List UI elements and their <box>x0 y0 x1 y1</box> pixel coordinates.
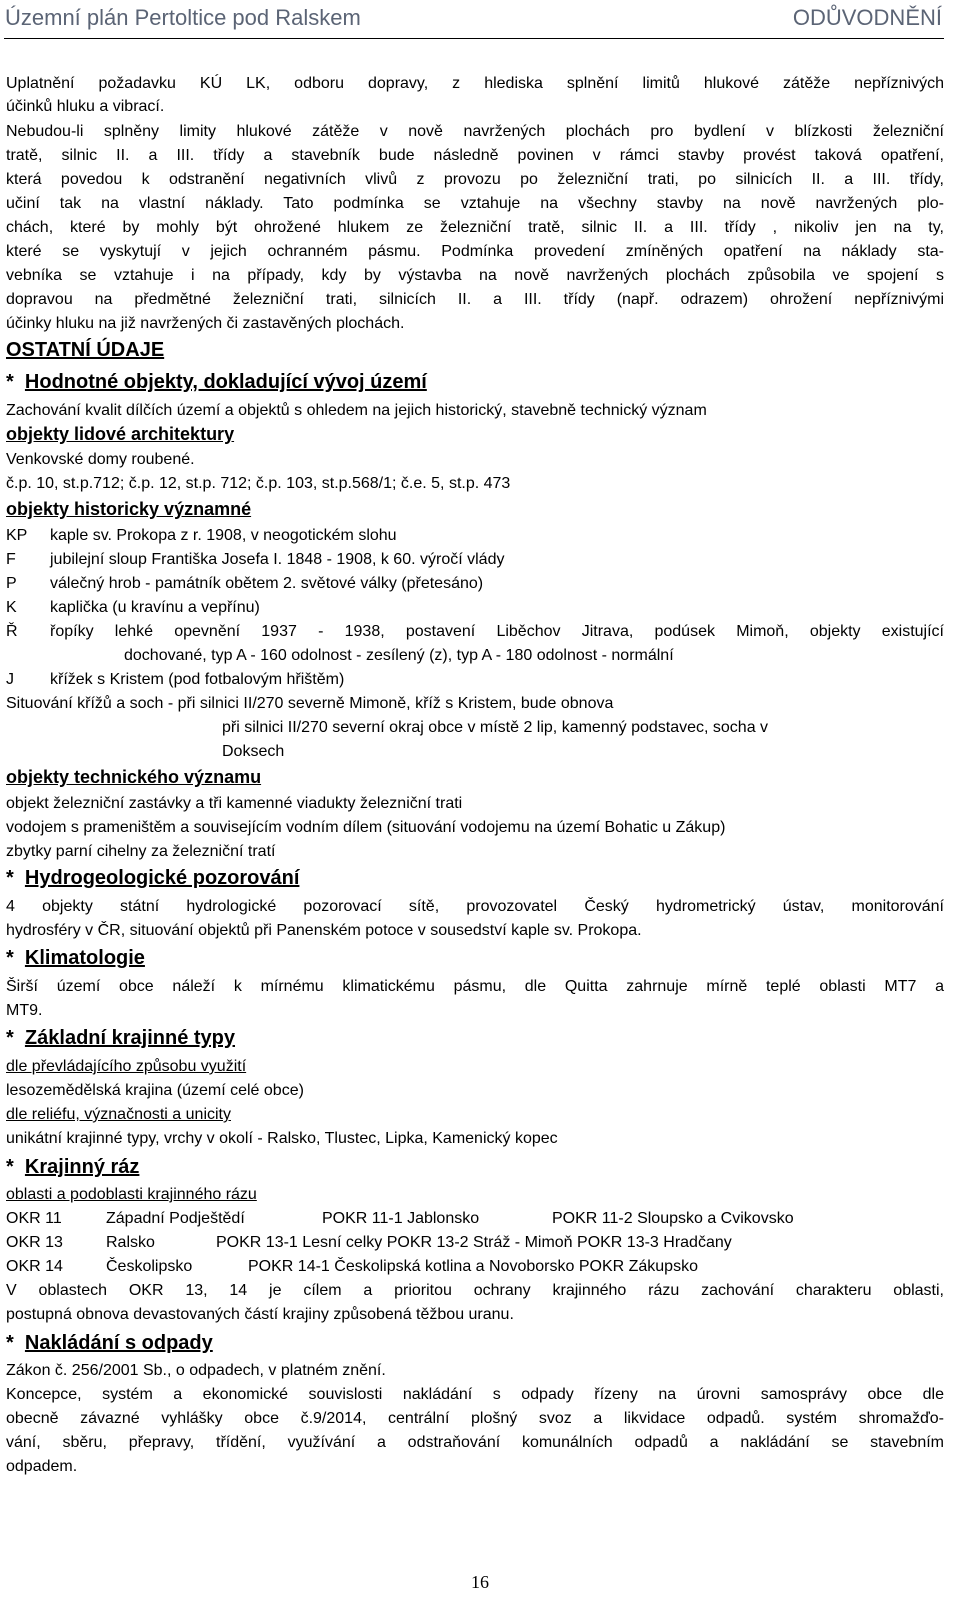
heading-star: * <box>6 1156 14 1178</box>
page-number: 16 <box>471 1572 489 1592</box>
paragraph-line: postupná obnova devastovaných částí krajiny způsobená těžbou uranu. <box>6 1306 514 1323</box>
paragraph-line: 4 objekty státní hydrologické pozorovací sítě, provozovatel Český hydrometrický ústav, monitorování <box>6 898 944 915</box>
item-code: KP <box>6 527 28 544</box>
heading-krajinny-raz <box>6 1155 944 1181</box>
paragraph-line: Zachování kvalit dílčích území a objektů s ohledem na jejich historický, stavebně technický význam <box>6 402 707 419</box>
paragraph-line: Doksech <box>222 743 285 760</box>
intro-line: chách, které by mohly být ohrožené hlukem ze železniční tratě, silnic II. a III. třídy , nikoliv jen na ty, <box>6 219 944 236</box>
raz-cell: Českolipsko <box>106 1258 193 1275</box>
header-divider <box>4 38 944 39</box>
intro-line: Nebudou-li splněny limity hlukové zátěže v nově navržených plochách pro bydlení v blízkosti železniční <box>6 123 944 140</box>
heading-text: Nakládání s odpady <box>24 1332 213 1354</box>
heading-text: Klimatologie <box>24 947 145 969</box>
raz-cell: OKR 11 <box>6 1210 62 1227</box>
intro-line: která povedou k odstranění negativních vlivů z provozu po železniční trati, po silnicích II. a III. třídy, <box>6 171 944 188</box>
paragraph-line: vání, sběru, přepravy, třídění, využívání a odstraňování komunálních odpadů a nakládání se stavebním <box>6 1434 944 1451</box>
paragraph-line: V oblastech OKR 13, 14 je cílem a prioritou ochrany krajinného rázu zachování charakteru oblasti, <box>6 1282 944 1299</box>
paragraph-line: MT9. <box>6 1002 43 1019</box>
item-text-continued: dochované, typ A - 160 odolnost - zesílený (z), typ A - 180 odolnost - normální <box>124 647 674 664</box>
item-code: P <box>6 575 17 592</box>
item-code: J <box>6 671 14 688</box>
intro-line: účinků hluku a vibrací. <box>6 98 165 115</box>
subheading-lidove: objekty lidové architektury <box>6 424 235 444</box>
subheading-vyuziti: dle převládajícího způsobu využití <box>6 1058 247 1075</box>
paragraph-line: Koncepce, systém a ekonomické souvislosti nakládání s odpady řízeny na úrovni samosprávy obce dle <box>6 1386 944 1403</box>
heading-text: Krajinný ráz <box>24 1156 140 1178</box>
subheading-historicky: objekty historicky významné <box>6 499 252 519</box>
paragraph-line: odpadem. <box>6 1458 78 1475</box>
raz-cell: POKR 11-2 Sloupsko a Cvikovsko <box>552 1210 794 1227</box>
subheading-oblasti: oblasti a podoblasti krajinného rázu <box>6 1186 257 1203</box>
item-text: řopíky lehké opevnění 1937 - 1938, postavení Liběchov Jitrava, podúsek Mimoň, objekty existující <box>50 623 944 640</box>
heading-star: * <box>6 947 14 969</box>
paragraph-line: zbytky parní cihelny za železniční tratí <box>6 843 276 860</box>
paragraph-line: hydrosféry v ČR, situování objektů při Panenském potoce v sousedství kaple sv. Prokopa. <box>6 922 642 939</box>
intro-line: tratě, silnic II. a III. třídy a stavebník bude následně povinen v rámci stavby provést taková opatření, <box>6 147 944 164</box>
heading-nakladani-s-odpady <box>6 1331 944 1357</box>
item-code: K <box>6 599 17 616</box>
paragraph-line: Situování křížů a soch - při silnici II/270 severně Mimoně, kříž s Kristem, bude obnova <box>6 695 614 712</box>
intro-line: Uplatnění požadavku KÚ LK, odboru dopravy, z hlediska splnění limitů hlukové zátěže nepříznivých <box>6 75 944 92</box>
paragraph-line: Venkovské domy roubené. <box>6 451 195 468</box>
intro-line: vebníka se vztahuje i na případy, kdy by výstavba na nově navržených plochách způsobila ve spojení s <box>6 267 944 284</box>
paragraph-line: při silnici II/270 severní okraj obce v místě 2 lip, kamenný podstavec, socha v <box>222 719 769 736</box>
paragraph-line: unikátní krajinné typy, vrchy v okolí - Ralsko, Tlustec, Lipka, Kamenický kopec <box>6 1130 558 1147</box>
item-text: křížek s Kristem (pod fotbalovým hřištěm) <box>50 671 345 688</box>
raz-cell: POKR 14-1 Českolipská kotlina a Novoborsko POKR Zákupsko <box>248 1258 698 1275</box>
heading-klimatologie <box>6 946 944 972</box>
paragraph-line: č.p. 10, st.p.712; č.p. 12, st.p. 712; č.p. 103, st.p.568/1; č.e. 5, st.p. 473 <box>6 475 511 492</box>
heading-star: * <box>6 371 14 393</box>
heading-hydrogeologicke <box>6 866 944 892</box>
paragraph-line: Zákon č. 256/2001 Sb., o odpadech, v platném znění. <box>6 1362 386 1379</box>
heading-text: Hodnotné objekty, dokladující vývoj území <box>24 371 427 393</box>
paragraph-line: Širší území obce náleží k mírnému klimatickému pásmu, dle Quitta zahrnuje mírně teplé oblasti MT7 a <box>6 978 944 995</box>
paragraph-line: lesozemědělská krajina (území celé obce) <box>6 1082 304 1099</box>
heading-zakladni-krajinne-typy <box>6 1026 944 1052</box>
item-code: Ř <box>6 623 18 640</box>
raz-cell: Ralsko <box>106 1234 155 1251</box>
raz-cell: POKR 11-1 Jablonsko <box>322 1210 480 1227</box>
heading-text: Základní krajinné typy <box>24 1027 235 1049</box>
heading-star: * <box>6 1027 14 1049</box>
item-text: kaplička (u kravínu a vepřínu) <box>50 599 260 616</box>
item-text: kaple sv. Prokopa z r. 1908, v neogotickém slohu <box>50 527 397 544</box>
raz-cell: OKR 13 <box>6 1234 63 1251</box>
document-title: Územní plán Pertoltice pod Ralskem <box>5 5 361 30</box>
item-code: F <box>6 551 16 568</box>
intro-line: které se vyskytují v jejich ochranném pásmu. Podmínka provedení zmíněných opatření na náklady sta- <box>6 243 944 260</box>
item-text: válečný hrob - památník obětem 2. světové války (přetesáno) <box>50 575 484 592</box>
item-text: jubilejní sloup Františka Josefa I. 1848 - 1908, k 60. výročí vlády <box>50 551 505 568</box>
intro-line: účinky hluku na již navržených či zastavěných plochách. <box>6 315 405 332</box>
heading-text: Hydrogeologické pozorování <box>24 867 300 889</box>
raz-cell: Západní Podještědí <box>106 1210 245 1227</box>
section-label: ODŮVODNĚNÍ <box>792 5 942 30</box>
raz-cell: POKR 13-1 Lesní celky POKR 13-2 Stráž - Mimoň POKR 13-3 Hradčany <box>216 1234 732 1251</box>
heading-hodnotne-objekty <box>6 370 944 396</box>
paragraph-line: obecně závazné vyhlášky obce č.9/2014, centrální plošný svoz a likvidace odpadů. systém shromažďo- <box>6 1410 944 1427</box>
subheading-relief: dle reliéfu, význačnosti a unicity <box>6 1106 231 1123</box>
paragraph-line: objekt železniční zastávky a tři kamenné viadukty železniční trati <box>6 795 463 812</box>
heading-star: * <box>6 867 14 889</box>
intro-line: učiní tak na vlastní náklady. Tato podmínka se vztahuje na všechny stavby na nově navržených plo- <box>6 195 944 212</box>
paragraph-line: vodojem s prameništěm a souvisejícím vodním dílem (situování vodojemu na území Bohatic u Zákup) <box>6 819 726 836</box>
section-title: OSTATNÍ ÚDAJE <box>6 339 165 361</box>
raz-cell: OKR 14 <box>6 1258 63 1275</box>
intro-line: dopravou na předmětné železniční trati, silnicích II. a III. třídy (např. odrazem) ohrožení nepříznivými <box>6 291 944 308</box>
subheading-technicke: objekty technického významu <box>6 767 262 787</box>
heading-star: * <box>6 1332 14 1354</box>
